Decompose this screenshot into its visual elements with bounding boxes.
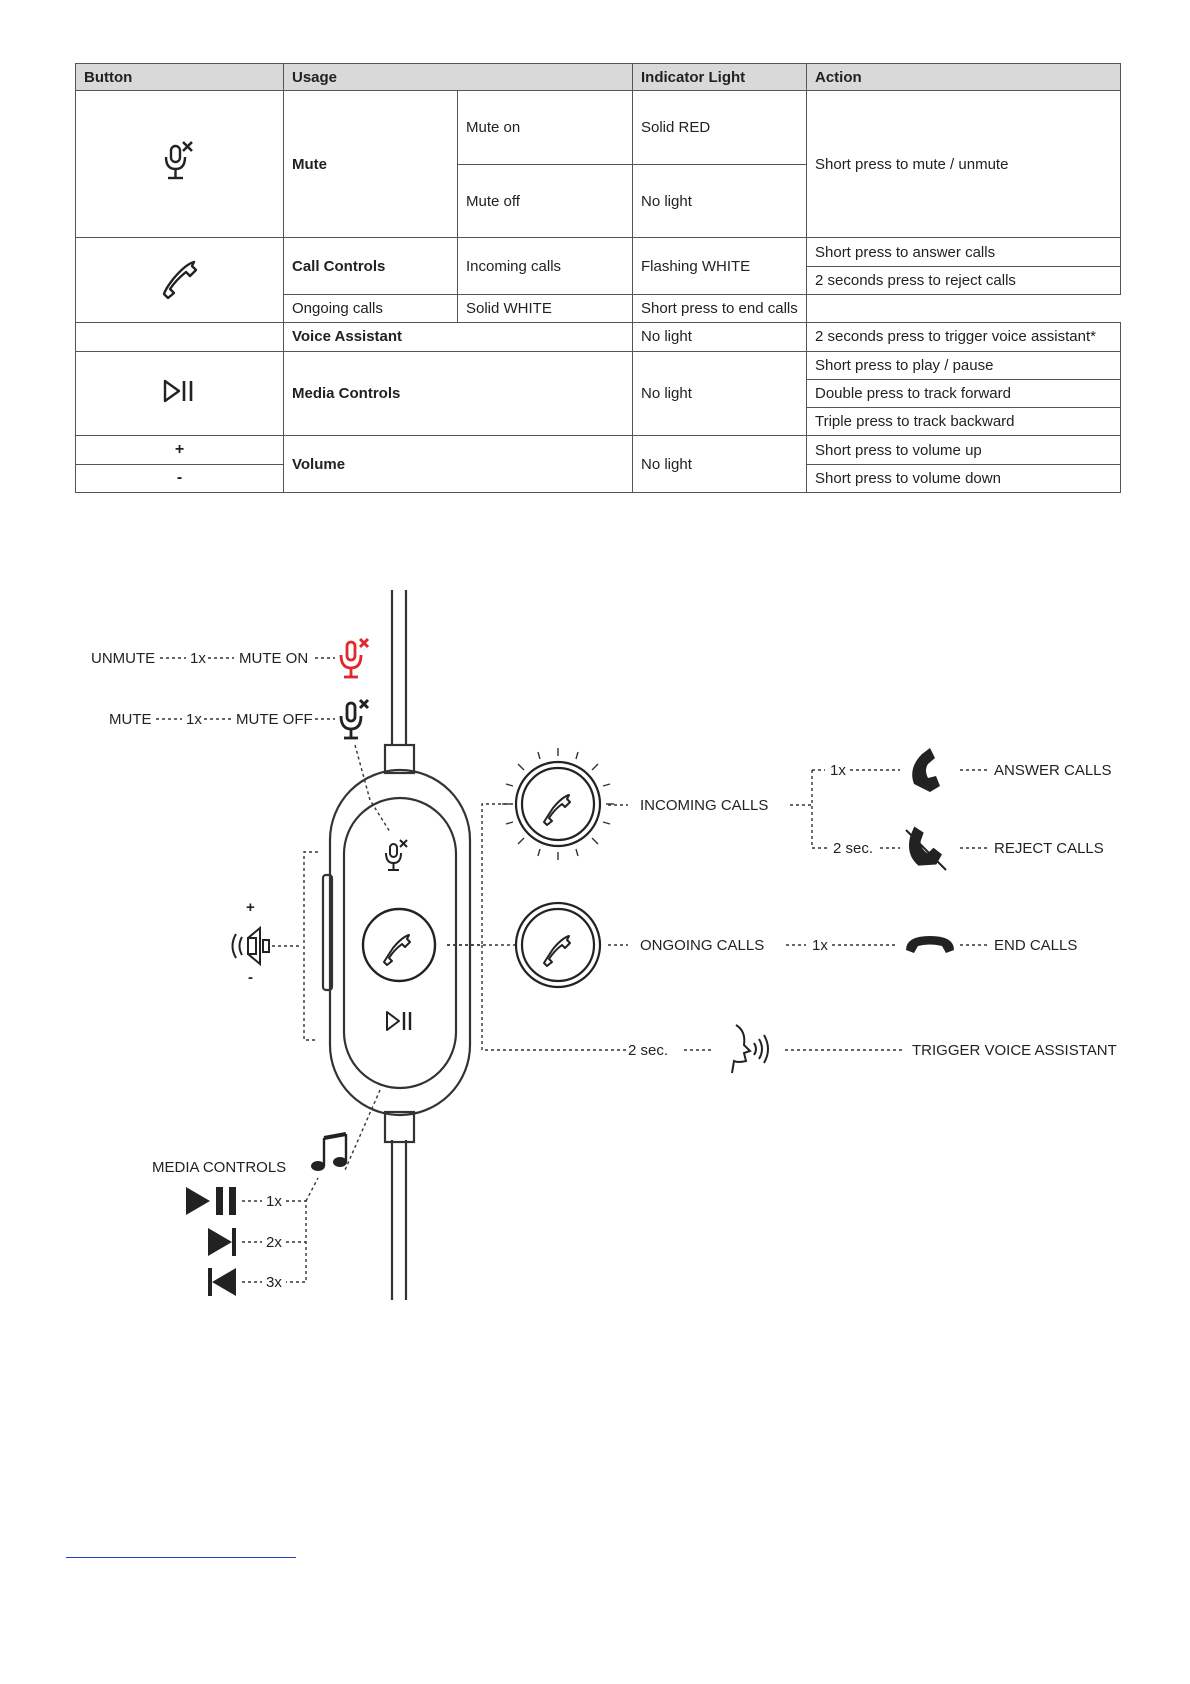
ongoing-calls-branch [447,903,1077,987]
speaker-icon [233,928,270,964]
mute-label: MUTE [109,711,152,728]
table-row [76,351,1121,379]
call-button-cell [76,238,284,323]
remote-mute-icon [386,840,407,870]
mute-off-line [109,700,390,832]
state-mute-off: Mute off [458,164,633,238]
header-usage: Usage [284,64,633,91]
volume-plus-label: + [246,899,255,916]
action-answer: Short press to answer calls [807,238,1121,266]
end-call-icon [906,936,954,953]
inline-control-diagram [0,560,1190,1320]
action-volume-up: Short press to volume up [807,436,1121,464]
trigger-voice-label: TRIGGER VOICE ASSISTANT [912,1042,1117,1059]
voice-assistant-branch [482,945,1117,1073]
volume-minus-cell: - [76,464,284,492]
end-calls-label: END CALLS [994,937,1078,954]
header-action: Action [807,64,1121,91]
light-voice-assistant: No light [633,323,807,351]
media-controls-label: MEDIA CONTROLS [152,1159,287,1176]
light-incoming-calls: Flashing WHITE [633,238,807,295]
footnote-link-rule [66,1557,296,1558]
remote-play-pause-icon [387,1012,410,1030]
action-voice-assistant: 2 seconds press to trigger voice assistant* [807,323,1121,351]
volume-plus-cell: + [76,436,284,464]
volume-control [233,852,319,1040]
state-mute-on: Mute on [458,91,633,165]
end-count: 1x [812,937,828,954]
action-track-backward: Triple press to track backward [807,408,1121,436]
button-function-table [75,63,1121,493]
track-forward-icon [208,1228,236,1256]
usage-call-controls: Call Controls [284,238,458,295]
state-incoming-calls: Incoming calls [458,238,633,295]
volume-minus-label: - [248,969,253,986]
media-button-cell [76,351,284,436]
phone-icon [158,256,202,300]
answer-calls-label: ANSWER CALLS [994,762,1112,779]
incoming-calls-label: INCOMING CALLS [640,797,769,814]
mic-mute-icon [162,140,198,184]
usage-volume: Volume [284,436,633,493]
mute-count: 1x [186,711,202,728]
light-mute-off: No light [633,164,807,238]
play-pause-solid-icon [186,1187,236,1215]
remote-call-button [363,909,435,981]
header-indicator-light: Indicator Light [633,64,807,91]
table-row [76,323,1121,351]
action-volume-down: Short press to volume down [807,464,1121,492]
table-row [76,436,1121,464]
action-mute: Short press to mute / unmute [807,91,1121,238]
voice-button-cell [76,323,284,351]
ongoing-calls-label: ONGOING CALLS [640,937,765,954]
mute-off-label: MUTE OFF [236,711,313,728]
usage-media-controls: Media Controls [284,351,633,436]
table-row [76,91,1121,165]
usage-mute: Mute [284,91,458,238]
light-media-controls: No light [633,351,807,436]
unmute-label: UNMUTE [91,650,156,667]
header-button: Button [76,64,284,91]
answer-count: 1x [830,762,846,779]
light-mute-on: Solid RED [633,91,807,165]
incoming-calls-branch [447,748,1112,945]
mute-on-line [91,639,368,677]
light-volume: No light [633,436,807,493]
music-note-icon [311,1134,347,1171]
incoming-phone-icon [544,795,570,825]
reject-duration: 2 sec. [833,840,874,857]
action-play-pause: Short press to play / pause [807,351,1121,379]
media-count-1x: 1x [266,1193,282,1210]
unmute-count: 1x [190,650,206,667]
action-reject: 2 seconds press to reject calls [807,266,1121,294]
speaking-head-icon [732,1025,768,1073]
mute-on-label: MUTE ON [239,650,309,667]
usage-voice-assistant: Voice Assistant [284,323,633,351]
state-ongoing-calls: Ongoing calls [284,295,458,323]
action-track-forward: Double press to track forward [807,379,1121,407]
light-ongoing-calls: Solid WHITE [458,295,633,323]
track-backward-icon [208,1268,236,1296]
mute-button-cell [76,91,284,238]
media-controls-branch [152,1090,380,1296]
answer-phone-icon [912,748,940,792]
ongoing-phone-icon [544,936,570,966]
media-count-2x: 2x [266,1234,282,1251]
media-count-3x: 3x [266,1274,282,1291]
mute-on-red-mic-icon [341,639,368,677]
reject-calls-label: REJECT CALLS [994,840,1104,857]
table-header-row [76,64,1121,91]
table-row [76,238,1121,266]
inline-remote [323,770,470,1115]
voice-duration: 2 sec. [628,1042,669,1059]
mute-off-mic-icon [341,700,368,738]
play-pause-icon [162,378,198,404]
flashing-rays [502,748,614,860]
action-end-calls: Short press to end calls [633,295,807,323]
reject-phone-icon [899,821,946,873]
